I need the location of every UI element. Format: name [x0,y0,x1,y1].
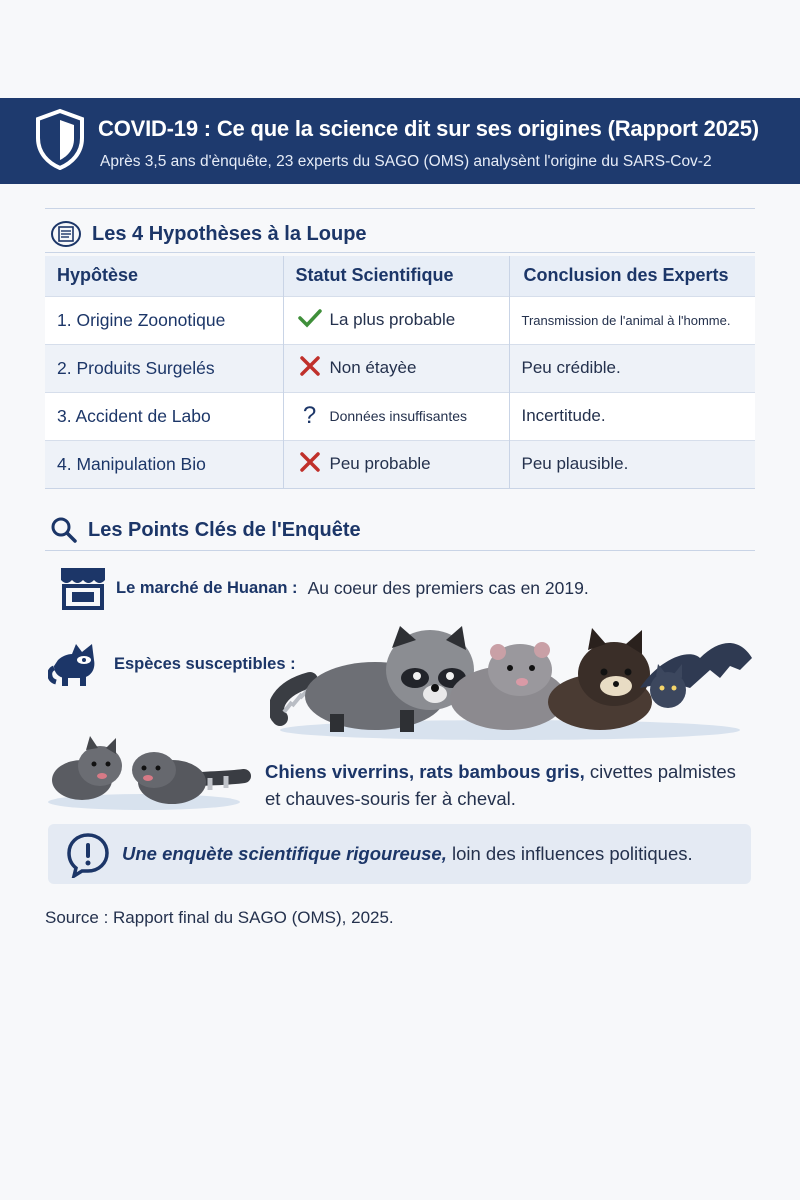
market-text: Au coeur des premiers cas en 2019. [307,577,589,598]
status-cell [283,392,509,440]
species-name: Chiens viverrins, [265,761,415,782]
status-cell [283,344,509,392]
check-icon [296,308,324,333]
hypothesis-cell: 1. Origine Zoonotique [45,296,283,344]
species-label: Espèces susceptibles : [114,654,296,673]
magnifier-icon [50,516,78,544]
status-cell [283,440,509,488]
status-text: Peu probable [329,454,431,474]
divider [45,252,755,253]
section-title-hypotheses [50,220,367,248]
animals-illustration [270,618,760,746]
source-note: Source : Rapport final du SAGO (OMS), 2025. [45,908,394,927]
callout-text: loin des influences politiques. [451,843,693,864]
callout-emphasis: Une enquète scientifique rigoureuse, [122,843,447,864]
conclusion-cell: Peu crédible. [509,344,755,392]
column-header: Conclusion des Experts [509,256,755,296]
hypothesis-cell: 2. Produits Surgelés [45,344,283,392]
small-animals-illustration [44,736,254,812]
divider [45,488,755,489]
divider [45,208,755,209]
table-row [45,392,755,440]
market-label: Le marché de Huanan : [116,578,298,597]
document-icon [50,220,82,248]
conclusion-cell: Peu plausible. [509,440,755,488]
hypotheses-table [45,256,755,488]
cross-icon [296,451,324,478]
hypothesis-cell: 4. Manipulation Bio [45,440,283,488]
market-stall-icon [58,564,108,612]
section-title-text: Les 4 Hypothèses à la Loupe [92,222,367,245]
species-name: et chauves-souris fer à cheval. [265,788,516,809]
status-text: Non étayèe [329,358,417,377]
status-text: Données insuffisantes [329,408,467,424]
conclusion-cell: Transmission de l'animal à l'homme. [509,296,755,344]
status-cell [283,296,509,344]
page-subtitle: Après 3,5 ans d'ènquête, 23 experts du SAGO (OMS) analysènt l'origine du SARS-Cov-2 [100,153,712,170]
cross-icon [296,355,324,382]
table-row [45,296,755,344]
conclusion-cell: Incertitude. [509,392,755,440]
table-row [45,440,755,488]
exclamation-bubble-icon [66,832,110,878]
species-list [265,758,745,812]
raccoon-dog-icon [48,638,104,690]
callout-box [48,824,751,884]
species-name: civettes palmistes [589,761,736,782]
species-name: rats bambous gris, [419,761,585,782]
section-title-text: Les Points Clés de l'Enquête [88,518,361,541]
table-row [45,344,755,392]
header-banner [0,98,800,184]
page-title: COVID-19 : Ce que la science dit sur ses origines (Rapport 2025) [98,116,759,141]
hypothesis-cell: 3. Accident de Labo [45,392,283,440]
question-icon: ? [302,402,317,429]
column-header: Hypôtèse [45,256,283,296]
market-point [58,564,589,612]
status-text: La plus probable [329,310,456,329]
section-title-key-points [50,516,361,544]
species-point [48,638,296,690]
column-header: Statut Scientifique [283,256,509,296]
divider [45,550,755,551]
shield-icon [34,108,86,170]
